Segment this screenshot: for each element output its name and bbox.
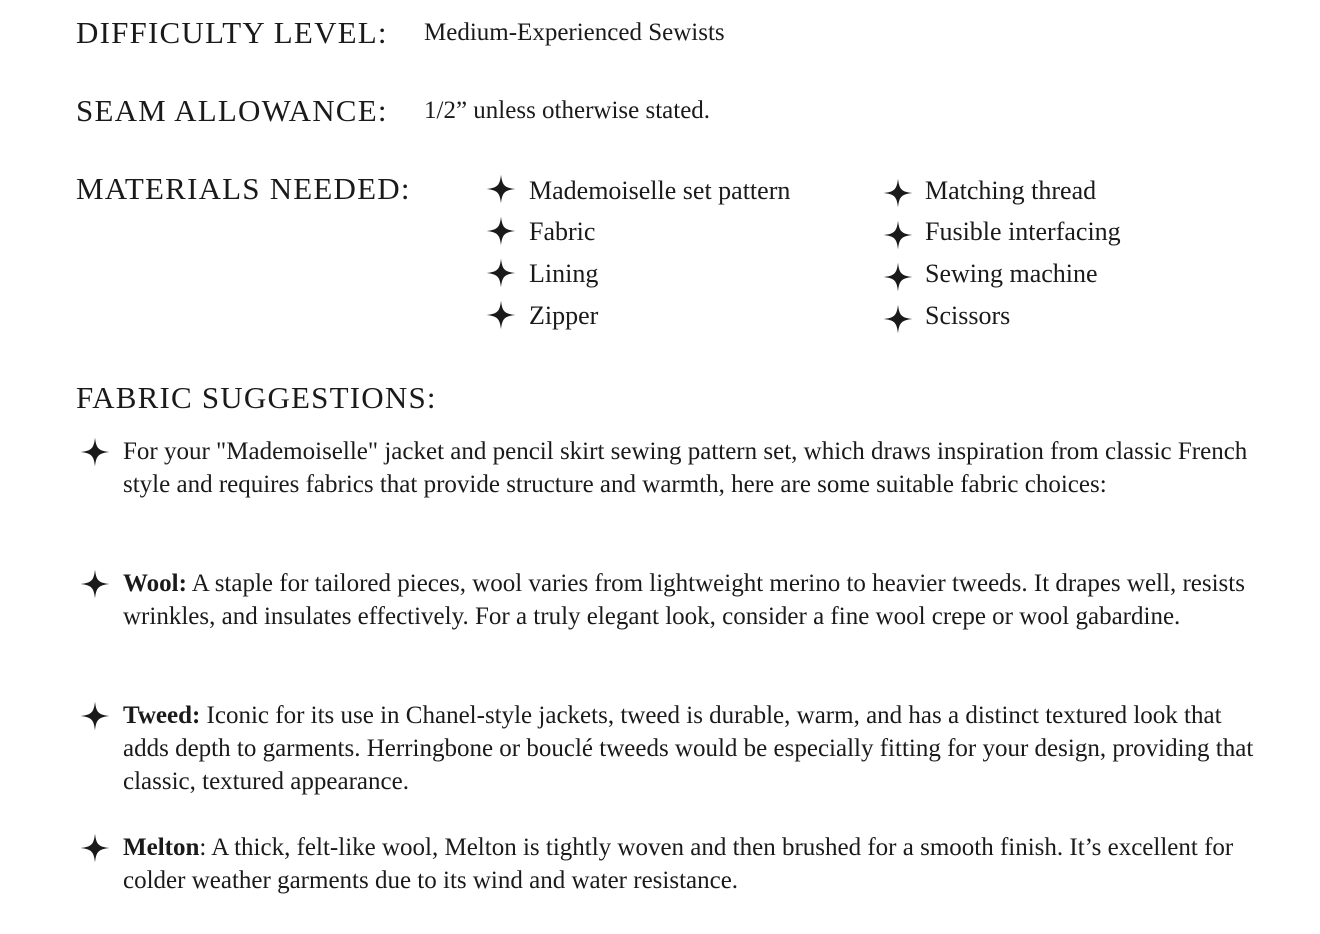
material-item: Sewing machine [925,259,1098,288]
four-point-star-icon [486,174,516,204]
four-point-star-icon [80,437,110,467]
material-item: Fabric [529,217,596,246]
fabric-intro-paragraph: For your "Mademoiselle" jacket and pencil skirt sewing pattern set, which draws inspiration from classic French style and requires fabrics that provide structure and warmth, here are some suitable fabric choices: [123,438,1248,498]
material-item: Matching thread [925,176,1097,205]
difficulty-heading: DIFFICULTY LEVEL: [76,15,388,50]
seam-allowance-value: 1/2” unless otherwise stated. [424,97,711,124]
fabric-name: Tweed: [123,702,201,729]
fabric-name: Wool: [123,570,187,597]
four-point-star-icon [486,216,516,246]
difficulty-value: Medium-Experienced Sewists [424,19,725,46]
fabric-suggestions-heading: FABRIC SUGGESTIONS: [76,380,437,415]
materials-heading: MATERIALS NEEDED: [76,171,411,206]
fabric-description: : A thick, felt-like wool, Melton is tightly woven and then brushed for a smooth finish. It’s excellent for colder weather garments due to its wind and water resistance. [123,834,1234,894]
four-point-star-icon [80,701,110,731]
four-point-star-icon [80,569,110,599]
fabric-description: Iconic for its use in Chanel-style jackets, tweed is durable, warm, and has a distinct textured look that adds depth to garments. Herringbone or bouclé tweeds would be especially fitting for your design, providing that classic, textured appearance. [123,702,1254,795]
four-point-star-icon [80,833,110,863]
material-item: Fusible interfacing [925,217,1121,246]
four-point-star-icon [486,258,516,288]
four-point-star-icon [883,220,913,250]
material-item: Scissors [925,301,1011,330]
four-point-star-icon [883,262,913,292]
fabric-item-tweed [123,699,1273,798]
four-point-star-icon [883,304,913,334]
material-item: Lining [529,259,599,288]
four-point-star-icon [883,178,913,208]
fabric-name: Melton [123,834,200,861]
fabric-description: A staple for tailored pieces, wool varies from lightweight merino to heavier tweeds. It drapes well, resists wrinkles, and insulates effectively. For a truly elegant look, consider a fine wool crepe or wool gabardine. [123,570,1245,630]
material-item: Zipper [529,301,599,330]
seam-allowance-heading: SEAM ALLOWANCE: [76,93,388,128]
four-point-star-icon [486,300,516,330]
material-item: Mademoiselle set pattern [529,176,791,205]
fabric-item-melton [123,831,1273,897]
fabric-item-wool [123,567,1273,633]
